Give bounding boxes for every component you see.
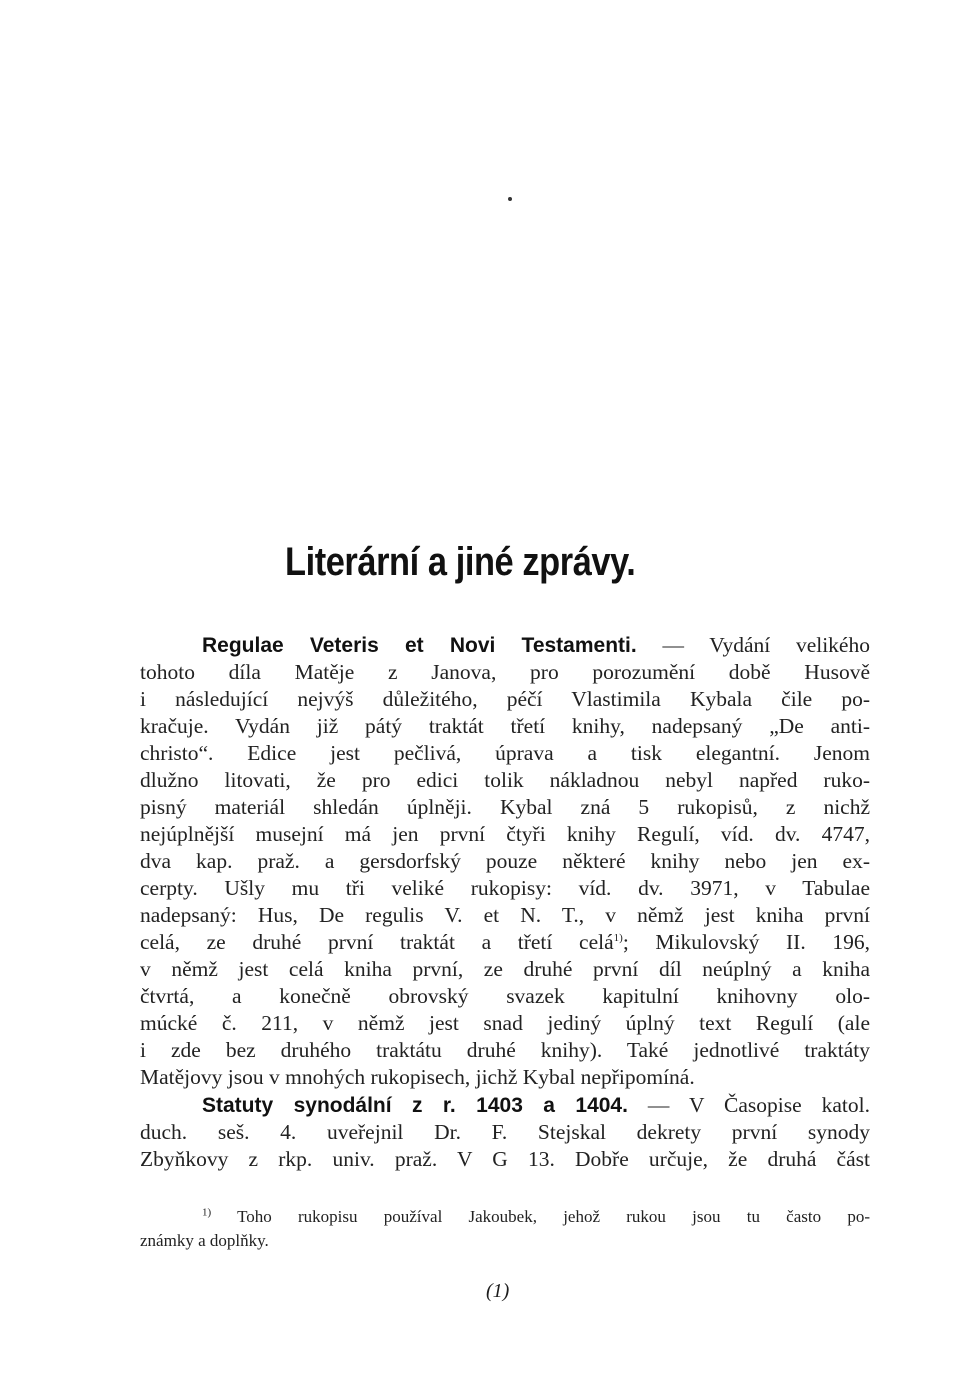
article-text-line: v němž jest celá kniha první, ze druhé první díl neúplný a kniha (140, 957, 870, 981)
footnote-mark: 1) (202, 1206, 212, 1219)
footnote-text: známky a doplňky. (140, 1231, 269, 1250)
footnote-text: Toho rukopisu používal Jakoubek, jehož rukou jsou tu často po- (211, 1207, 870, 1226)
article-text-line: duch. seš. 4. uveřejnil Dr. F. Stejskal dekrety první synody (140, 1120, 870, 1144)
article-text-line: Matějovy jsou v mnohých rukopisech, jichž Kybal nepřipomíná. (140, 1065, 695, 1089)
article-text-line: — Vydání velikého (636, 633, 870, 657)
article-text-line: ; Mikulovský II. 196, (622, 930, 870, 954)
article-title: Statuty synodální z r. 1403 a 1404. (202, 1094, 628, 1117)
article-statuty (140, 1092, 870, 1173)
article-text-line: dlužno litovati, že pro edici tolik nákladnou nebyl napřed ruko- (140, 768, 870, 792)
article-text-line: cerpty. Ušly mu tři veliké rukopisy: víd. dv. 3971, v Tabulae (140, 876, 870, 900)
footnote-reference: 1) (613, 931, 623, 944)
article-text-line: celá, ze druhé první traktát a třetí celá (140, 930, 614, 954)
speck-mark (508, 197, 512, 201)
page-heading: Literární a jiné zprávy. (285, 540, 636, 584)
article-text-line: nejúplnější musejní má jen první čtyři knihy Regulí, víd. dv. 4747, (140, 822, 870, 846)
article-text-line: čtvrtá, a konečně obrovský svazek kapitulní knihovny olo- (140, 984, 870, 1008)
article-text-line: i následující nejvýš důležitého, péčí Vlastimila Kybala čile po- (140, 687, 870, 711)
page-number: (1) (486, 1280, 510, 1302)
article-text-line: Zbyňkovy z rkp. univ. praž. V G 13. Dobře určuje, že druhá část (140, 1147, 870, 1171)
article-text-line: pisný materiál shledán úplněji. Kybal zná 5 rukopisů, z nichž (140, 795, 870, 819)
article-text-line: múcké č. 211, v němž jest snad jediný úplný text Regulí (ale (140, 1011, 870, 1035)
article-text-line: kračuje. Vydán již pátý traktát třetí knihy, nadepsaný „De anti- (140, 714, 870, 738)
article-text-line: tohoto díla Matěje z Janova, pro porozumění době Husově (140, 660, 870, 684)
footnote (140, 1205, 870, 1253)
article-text-line: nadepsaný: Hus, De regulis V. et N. T., v němž jest kniha první (140, 903, 870, 927)
article-text-line: i zde bez druhého traktátu druhé knihy). Také jednotlivé traktáty (140, 1038, 870, 1062)
article-text-line: dva kap. praž. a gersdorfský pouze některé knihy nebo jen ex- (140, 849, 870, 873)
article-title: Regulae Veteris et Novi Testamenti. (202, 634, 637, 657)
article-text-line: christo“. Edice jest pečlivá, úprava a tisk elegantní. Jenom (140, 741, 870, 765)
article-regulae (140, 632, 870, 1091)
article-text-line: — V Časopise katol. (627, 1093, 870, 1117)
